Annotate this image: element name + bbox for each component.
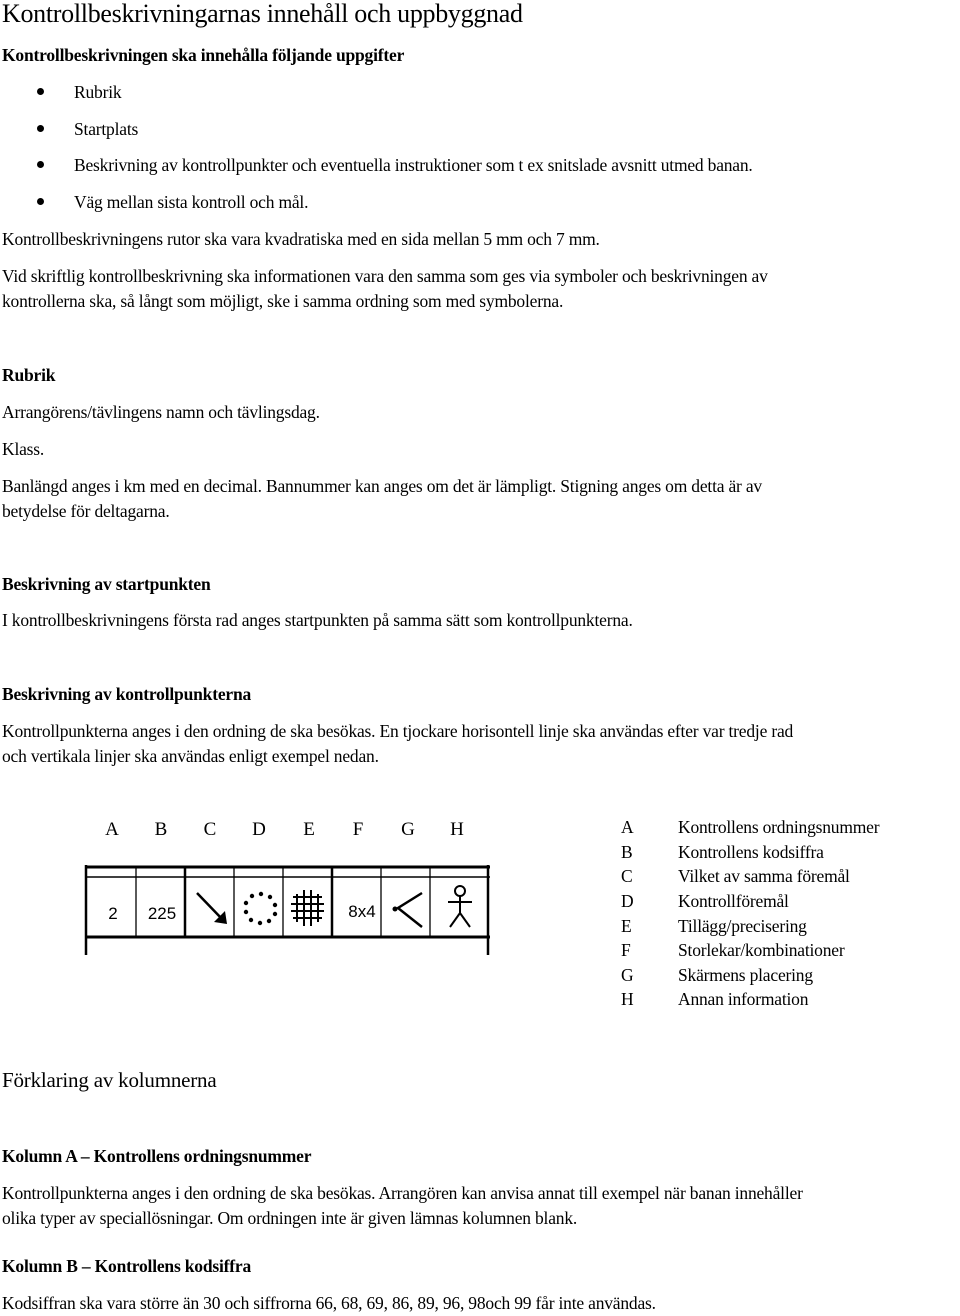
cell-number: 2	[108, 904, 118, 923]
legend-text: Annan information	[678, 989, 809, 1009]
bullet-icon	[37, 88, 44, 95]
column-letter: D	[252, 819, 266, 840]
column-letter: H	[450, 819, 464, 840]
bullet-icon	[37, 161, 44, 168]
section-heading-explanation: Förklaring av kolumnerna	[2, 1068, 217, 1092]
column-a-text-line1: Kontrollpunkterna anges i den ordning de ska besökas. Arrangören kan anvisa annat till exempel när banan innehåller	[2, 1183, 803, 1203]
rubrik-line3a: Banlängd anges i km med en decimal. Bannummer kan anges om det är lämpligt. Stigning anges om detta är av	[2, 476, 762, 496]
paragraph-written-line2: kontrollerna ska, så långt som möjligt, ske i samma ordning som med symbolerna.	[2, 291, 564, 311]
angle-icon	[393, 893, 423, 927]
legend-text: Storlekar/kombinationer	[678, 940, 845, 960]
rubrik-line3b: betydelse för deltagarna.	[2, 501, 170, 521]
page-title: Kontrollbeskrivningarnas innehåll och uppbyggnad	[2, 0, 523, 28]
bullet-icon	[37, 125, 44, 132]
cell-code: 225	[147, 904, 177, 923]
legend-letter: C	[621, 866, 633, 886]
paragraph-written-line1: Vid skriftlig kontrollbeskrivning ska informationen vara den samma som ges via symboler och beskrivningen av	[2, 266, 768, 286]
dotted-circle-icon	[244, 892, 277, 925]
section-heading-controls: Beskrivning av kontrollpunkterna	[2, 684, 252, 704]
control-description-figure	[70, 810, 520, 960]
legend-text: Skärmens placering	[678, 965, 813, 985]
list-item-text: Beskrivning av kontrollpunkter och eventuella instruktioner som t ex snitslade avsnitt utmed banan.	[74, 155, 753, 175]
legend-letter: F	[621, 940, 631, 960]
legend-letter: G	[621, 965, 634, 985]
column-letter: B	[154, 819, 168, 840]
controls-text-line1: Kontrollpunkterna anges i den ordning de ska besökas. En tjockare horisontell linje ska användas efter var tredje rad	[2, 721, 794, 741]
column-b-text: Kodsiffran ska vara större än 30 och siffrorna 66, 68, 69, 86, 89, 96, 98och 99 får inte användas.	[2, 1293, 656, 1313]
column-a-heading: Kolumn A – Kontrollens ordningsnummer	[2, 1146, 312, 1166]
column-letter: G	[401, 819, 415, 840]
stick-figure-icon	[448, 886, 472, 927]
legend-letter: D	[621, 891, 634, 911]
arrow-southeast-icon	[197, 893, 227, 924]
legend-text: Tillägg/precisering	[678, 916, 807, 936]
legend-letter: H	[621, 989, 634, 1009]
section-heading-rubrik: Rubrik	[2, 365, 56, 385]
legend-text: Kontrollens ordningsnummer	[678, 817, 880, 837]
column-a-text-line2: olika typer av speciallösningar. Om ordningen inte är given lämnas kolumnen blank.	[2, 1208, 578, 1228]
start-text: I kontrollbeskrivningens första rad anges startpunkten på samma sätt som kontrollpunkterna.	[2, 610, 633, 630]
column-letter: F	[352, 819, 364, 840]
legend-letter: B	[621, 842, 633, 862]
intro-heading: Kontrollbeskrivningen ska innehålla följande uppgifter	[2, 45, 405, 65]
column-letter: E	[303, 819, 315, 840]
controls-text-line2: och vertikala linjer ska användas enligt exempel nedan.	[2, 746, 379, 766]
rubrik-line2: Klass.	[2, 439, 45, 459]
paragraph-size: Kontrollbeskrivningens rutor ska vara kvadratiska med en sida mellan 5 mm och 7 mm.	[2, 229, 600, 249]
grid-icon	[291, 890, 324, 926]
rubrik-line1: Arrangörens/tävlingens namn och tävlingsdag.	[2, 402, 320, 422]
list-item-text: Startplats	[74, 119, 139, 139]
legend-text: Kontrollföremål	[678, 891, 789, 911]
list-item-text: Rubrik	[74, 82, 122, 102]
column-letter: A	[105, 819, 119, 840]
legend-letter: A	[621, 817, 634, 837]
column-b-heading: Kolumn B – Kontrollens kodsiffra	[2, 1256, 252, 1276]
legend-text: Kontrollens kodsiffra	[678, 842, 824, 862]
list-item-text: Väg mellan sista kontroll och mål.	[74, 192, 309, 212]
legend-text: Vilket av samma föremål	[678, 866, 850, 886]
bullet-icon	[37, 198, 44, 205]
column-letter: C	[203, 819, 217, 840]
legend-letter: E	[621, 916, 632, 936]
cell-size: 8x4	[348, 902, 376, 921]
section-heading-start: Beskrivning av startpunkten	[2, 574, 211, 594]
